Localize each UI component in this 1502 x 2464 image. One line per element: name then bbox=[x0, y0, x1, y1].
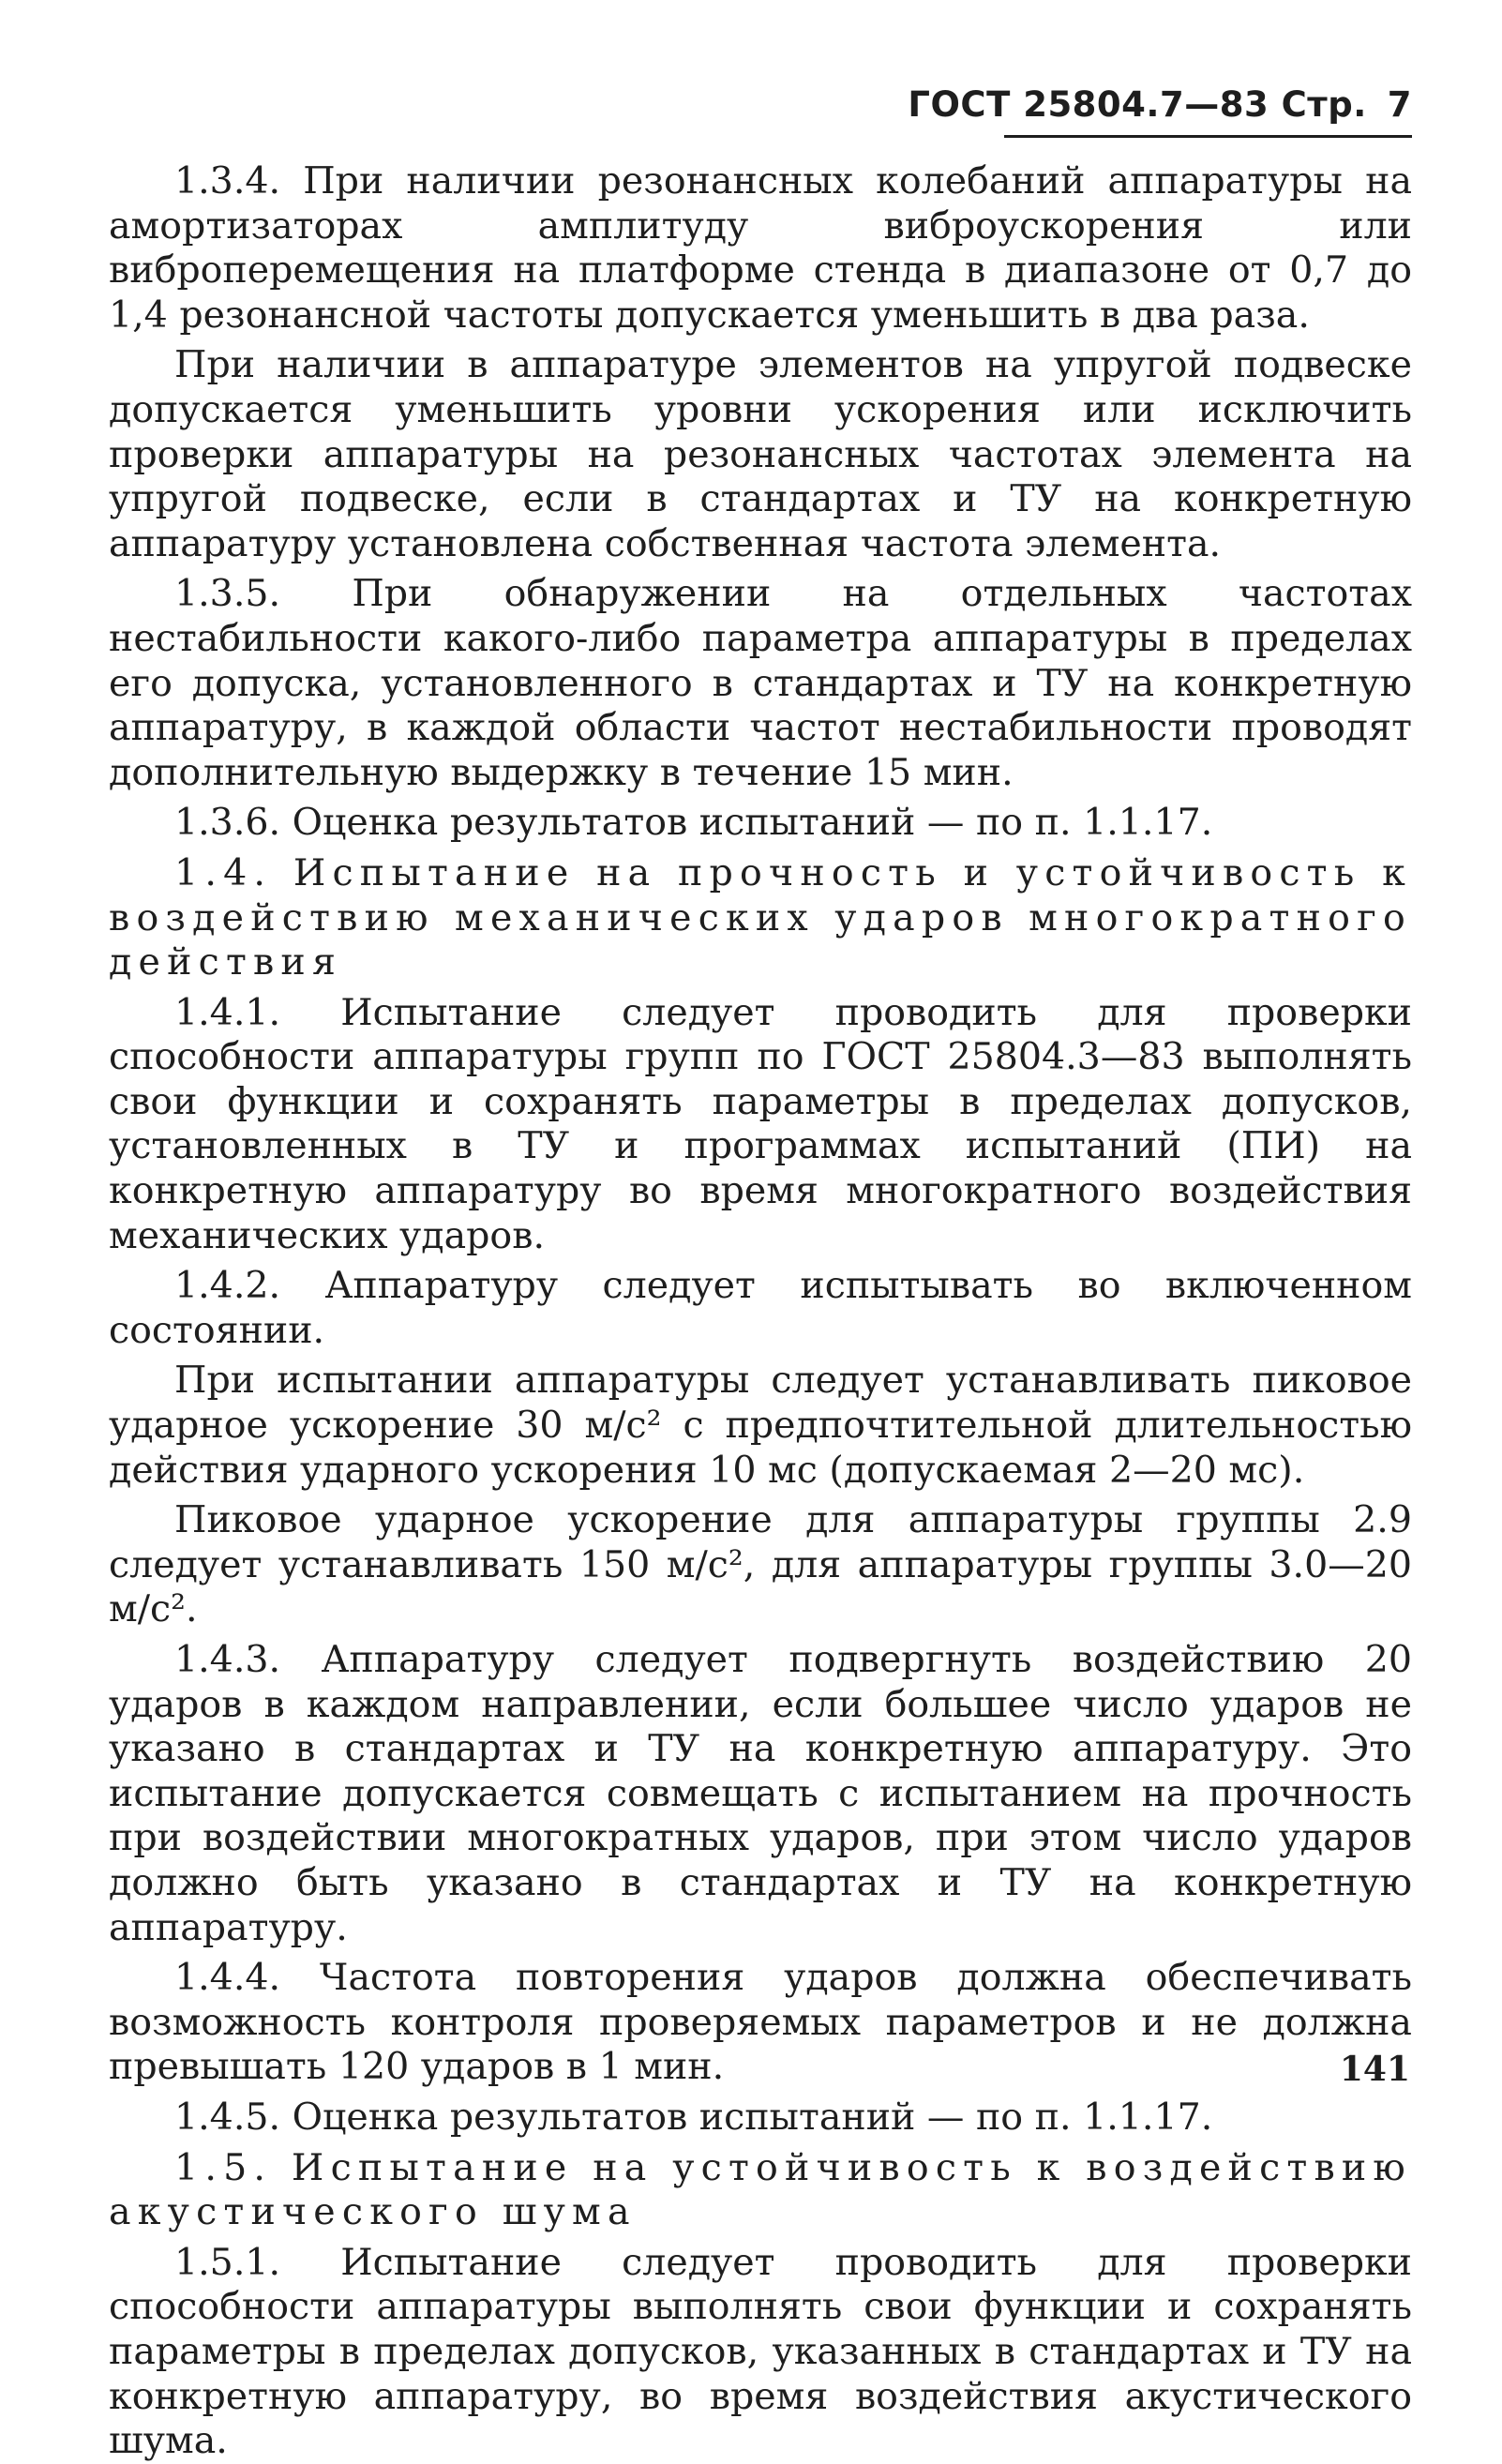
paragraph-peak-acceleration: При испытании аппаратуры следует устанавливать пиковое ударное ускорение 30 м/с² с предпочтительной длительностью действия ударного ускорения 10 мс (допускаемая 2—20 мс). bbox=[109, 1359, 1412, 1492]
document-body bbox=[109, 159, 1412, 2464]
paragraph-1-4-1: 1.4.1. Испытание следует проводить для проверки способности аппаратуры групп по ГОСТ 25804.3—83 выполнять свои функции и сохранять параметры в пределах допусков, установленных в ТУ и программах испытаний (ПИ) на конкретную аппаратуру во время многократного воздействия механических ударов. bbox=[109, 990, 1412, 1257]
standard-code: ГОСТ 25804.7—83 bbox=[908, 84, 1269, 125]
paragraph-1-4-5: 1.4.5. Оценка результатов испытаний — по п. 1.1.17. bbox=[174, 2095, 1213, 2139]
running-header bbox=[908, 84, 1412, 125]
paragraph-1-3-6: 1.3.6. Оценка результатов испытаний — по п. 1.1.17. bbox=[174, 801, 1213, 845]
paragraph-suspension: При наличии в аппаратуре элементов на упругой подвеске допускается уменьшить уровни ускорения или исключить проверки аппаратуры на резонансных частотах элемента на упругой подвеске, если в стандартах и ТУ на конкретную аппаратуру установлена собственная частота элемента. bbox=[109, 343, 1412, 565]
header-rule bbox=[1004, 135, 1412, 138]
paragraph-1-4-3: 1.4.3. Аппаратуру следует подвергнуть воздействию 20 ударов в каждом направлении, если большее число ударов не указано в стандартах и ТУ на конкретную аппаратуру. Это испытание допускается совмещать с испытанием на прочность при воздействии многократных ударов, при этом число ударов должно быть указано в стандартах и ТУ на конкретную аппаратуру. bbox=[109, 1638, 1412, 1949]
page-index: 7 bbox=[1387, 84, 1412, 125]
document-page bbox=[109, 75, 1412, 2463]
page-number: 141 bbox=[1339, 2050, 1410, 2089]
paragraph-1-5-1: 1.5.1. Испытание следует проводить для проверки способности аппаратуры выполнять свои функции и сохранять параметры в пределах допусков, указанных в стандартах и ТУ на конкретную аппаратуру, во время воздействия акустического шума. bbox=[109, 2240, 1412, 2463]
page-label: Стр. bbox=[1281, 84, 1367, 125]
paragraph-1-4-2: 1.4.2. Аппаратуру следует испытывать во включенном состоянии. bbox=[109, 1264, 1412, 1352]
section-heading-1-5: 1.5. Испытание на устойчивость к воздействию акустического шума bbox=[109, 2145, 1412, 2234]
section-heading-1-4: 1.4. Испытание на прочность и устойчивость к воздействию механических ударов многократного действия bbox=[109, 850, 1412, 984]
paragraph-group-acceleration: Пиковое ударное ускорение для аппаратуры группы 2.9 следует устанавливать 150 м/с², для аппаратуры группы 3.0—20 м/с². bbox=[109, 1498, 1412, 1631]
paragraph-1-3-5: 1.3.5. При обнаружении на отдельных частотах нестабильности какого-либо параметра аппаратуры в пределах его допуска, установленного в стандартах и ТУ на конкретную аппаратуру, в каждой области частот нестабильности проводят дополнительную выдержку в течение 15 мин. bbox=[109, 572, 1412, 794]
paragraph-1-3-4: 1.3.4. При наличии резонансных колебаний аппаратуры на амортизаторах амплитуду виброускорения или виброперемещения на платформе стенда в диапазоне от 0,7 до 1,4 резонансной частоты допускается уменьшить в два раза. bbox=[109, 159, 1412, 337]
paragraph-1-4-4: 1.4.4. Частота повторения ударов должна обеспечивать возможность контроля проверяемых параметров и не должна превышать 120 ударов в 1 мин. bbox=[109, 1956, 1412, 2089]
